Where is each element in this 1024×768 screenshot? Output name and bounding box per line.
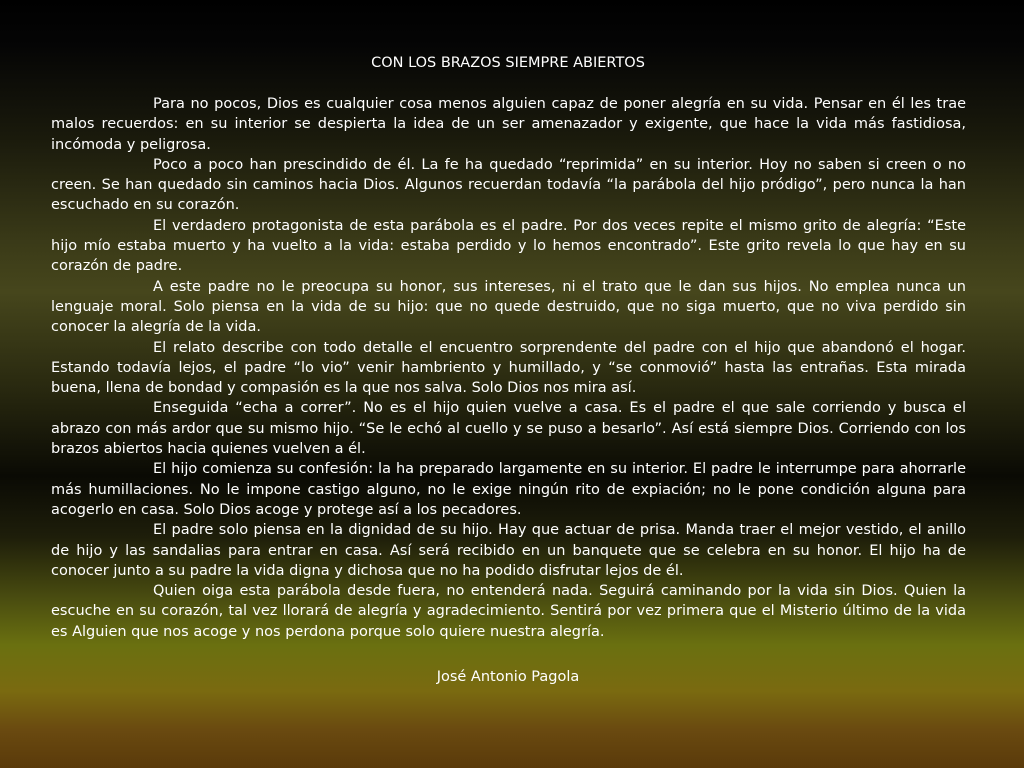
paragraph: El padre solo piensa en la dignidad de su hijo. Hay que actuar de prisa. Manda traer el mejor vestido, el anillo de hijo y las sandalias para entrar en casa. Así será recibido en un banquete que se celebra en su honor. El hijo ha de conocer junto a su padre la vida digna y dichosa que no ha podido disfrutar lejos de él.: [51, 522, 966, 579]
paragraph: El verdadero protagonista de esta parábola es el padre. Por dos veces repite el mismo grito de alegría: “Este hijo mío estaba muerto y ha vuelto a la vida: estaba perdido y lo hemos encontrado”. Este grito revela lo que hay en su corazón de padre.: [51, 217, 966, 275]
document-title: CON LOS BRAZOS SIEMPRE ABIERTOS: [371, 55, 645, 71]
paragraph: Quien oiga esta parábola desde fuera, no entenderá nada. Seguirá caminando por la vida sin Dios. Quien la escuche en su corazón, tal vez llorará de alegría y agradecimiento. Sentirá por vez primera que el Misterio último de la vida es Alguien que nos acoge y nos perdona porque solo quiere nuestra alegría.: [51, 583, 966, 640]
paragraph: El relato describe con todo detalle el encuentro sorprendente del padre con el hijo que abandonó el hogar. Estando todavía lejos, el padre “lo vio” venir hambriento y humillado, y “se conmovió” hasta las entrañas. Esta mirada buena, llena de bondad y compasión es la que nos salva. Solo Dios nos mira así.: [51, 339, 966, 397]
paragraph: Para no pocos, Dios es cualquier cosa menos alguien capaz de poner alegría en su vida. Pensar en él les trae malos recuerdos: en su interior se despierta la idea de un ser amenazador y exigente, que hace la vida más fastidiosa, incómoda y peligrosa.: [51, 96, 966, 153]
document-body: [51, 94, 966, 642]
paragraph: Enseguida “echa a correr”. No es el hijo quien vuelve a casa. Es el padre el que sale corriendo y busca el abrazo con más ardor que su mismo hijo. “Se le echó al cuello y se puso a besarlo”. Así está siempre Dios. Corriendo con los brazos abiertos hacia quienes vuelven a él.: [51, 400, 966, 458]
paragraph: Poco a poco han prescindido de él. La fe ha quedado “reprimida” en su interior. Hoy no saben si creen o no creen. Se han quedado sin caminos hacia Dios. Algunos recuerdan todavía “la parábola del hijo pródigo”, pero nunca la han escuchado en su corazón.: [51, 156, 966, 214]
paragraph: El hijo comienza su confesión: la ha preparado largamente en su interior. El padre le interrumpe para ahorrarle más humillaciones. No le impone castigo alguno, no le exige ningún rito de expiación; no le pone condición alguna para acogerlo en casa. Solo Dios acoge y protege así a los pecadores.: [51, 461, 966, 518]
author-signature: José Antonio Pagola: [436, 669, 580, 685]
paragraph: A este padre no le preocupa su honor, sus intereses, ni el trato que le dan sus hijos. No emplea nunca un lenguaje moral. Solo piensa en la vida de su hijo: que no quede destruido, que no siga muerto, que no viva perdido sin conocer la alegría de la vida.: [51, 278, 966, 336]
